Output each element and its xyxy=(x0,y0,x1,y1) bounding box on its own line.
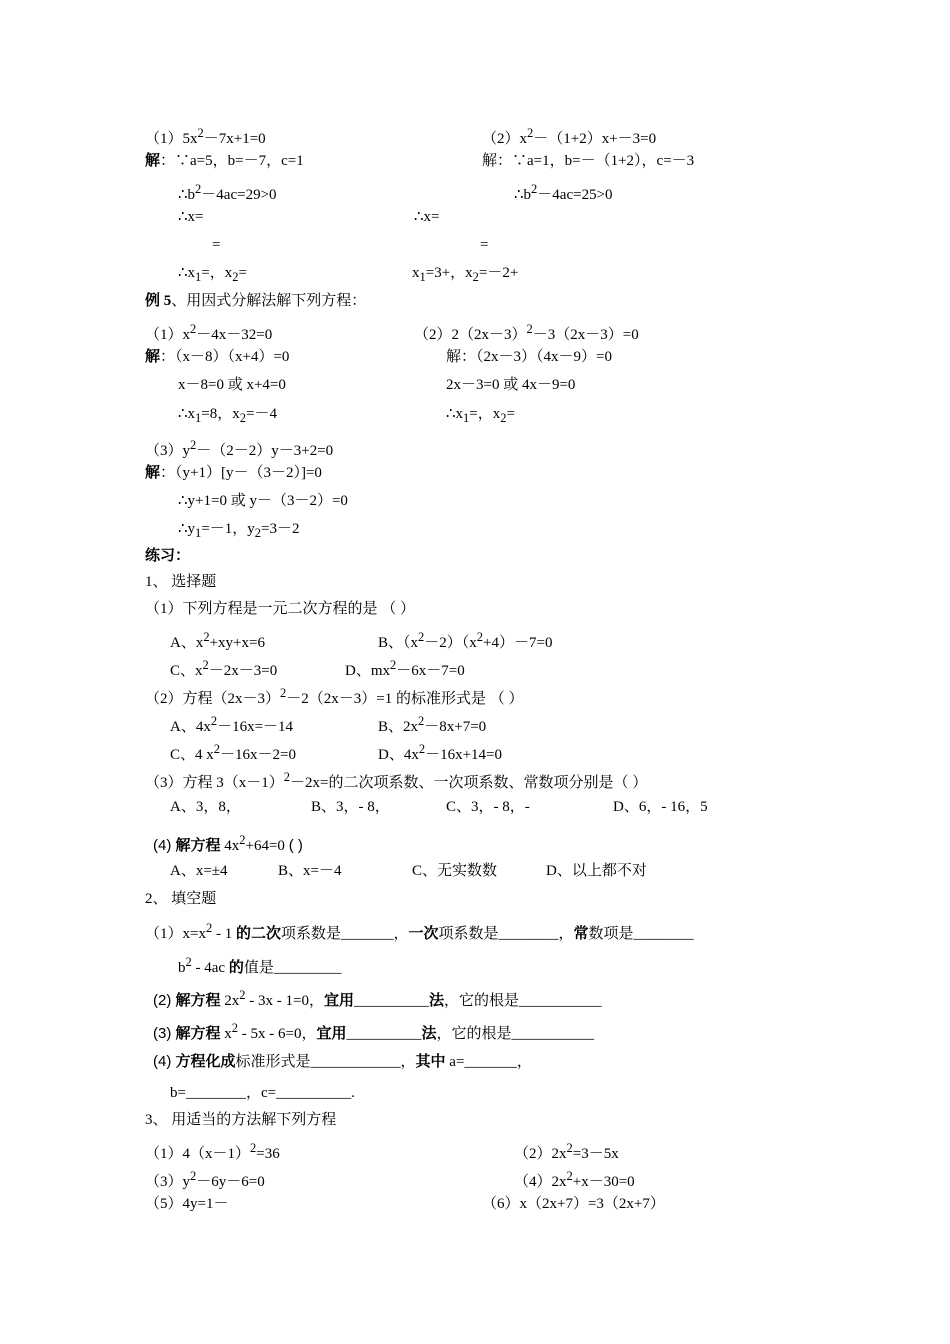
text-line: (4) 解方程 $4x^2+64=0$ ( ) xyxy=(153,833,303,854)
text-line: ∴x= xyxy=(414,209,440,225)
text-line: A、$4x^2-16x=-14$ xyxy=(170,714,294,735)
text-line: B、3，- 8， xyxy=(311,799,390,815)
text-line: $(1)5x^2-7x+1=0$ xyxy=(145,126,266,147)
text-line: $(3)y^2-(2-2)y-3+2=0$ xyxy=(145,438,334,459)
text-line: b=________，c=__________. xyxy=(170,1085,355,1101)
text-line: D、6，- 16，5 xyxy=(613,799,708,815)
text-line: B、$2x^2-8x+7=0$ xyxy=(378,714,487,735)
text-line: （3）方程 $3(x-1)^2-2x=$的二次项系数、一次项系数、常数项分别是（ ） xyxy=(145,770,648,791)
text-line: $\therefore b^2-4ac=25>0$ xyxy=(514,182,613,203)
text-line: 3、 用适当的方法解下列方程 xyxy=(145,1112,337,1128)
text-line: D、$4x^2-16x+14=0$ xyxy=(378,742,503,763)
text-line: C、3，- 8，- xyxy=(446,799,530,815)
text-line: $(1)x=x^2 - 1$ 的二次项系数是_______，一次项系数是________，常数项是________ xyxy=(145,921,694,942)
text-line: 练习： xyxy=(145,548,191,564)
text-line: $x_1=3+$，$x_2=-2+$ xyxy=(412,265,519,284)
text-line: A、3，8， xyxy=(170,799,241,815)
text-line: 2、 填空题 xyxy=(145,891,217,907)
text-line: ∴y+1=0 或 y－（3－2）=0 xyxy=(178,493,348,509)
text-line: $(2)2x^2=3-5x$ xyxy=(514,1141,619,1162)
text-line: $(2)2(2x-3)^2-3(2x-3)=0$ xyxy=(414,322,639,343)
text-line: 解：（2x－3）（4x－9）=0 xyxy=(446,349,612,365)
text-line: A、$x^2+xy+x=6$ xyxy=(170,630,265,651)
text-line: B、x=－4 xyxy=(278,863,342,879)
text-line: D、以上都不对 xyxy=(546,863,647,879)
text-line: 解：∵a=1，b=－（1+2），c=－3 xyxy=(482,153,695,169)
text-line: （1）下列方程是一元二次方程的是 （ ） xyxy=(145,601,416,617)
text-line: C、4 $x^2-16x-2=0$ xyxy=(170,742,296,763)
text-line: （2）方程$(2x-3)^2-2(2x-3)=1$ 的标准形式是 （ ） xyxy=(145,686,524,707)
text-line: 解：（x－8）（x+4）=0 xyxy=(145,349,290,365)
text-line: = xyxy=(212,237,221,253)
text-line: $\therefore x_1=$，$x_2=$ xyxy=(446,406,515,425)
text-line: 解：（y+1）[y－（3－2）]=0 xyxy=(145,465,322,481)
text-line: $\therefore b^2-4ac=29>0$ xyxy=(178,182,277,203)
text-line: $(1)x^2-4x-32=0$ xyxy=(145,322,273,343)
text-line: $(2)x^2-(1+2)x+-3=0$ xyxy=(482,126,657,147)
text-line: $(4)2x^2+x-30=0$ xyxy=(514,1169,635,1190)
text-line: = xyxy=(480,237,489,253)
text-line: 例 5、用因式分解法解下列方程： xyxy=(145,293,367,309)
text-line: $\therefore x_1=$，$x_2=$ xyxy=(178,265,247,284)
text-line: $\therefore x_1=8$，$x_2=-4$ xyxy=(178,406,277,425)
text-line: B、$(x^2-2)(x^2+4)-7=0$ xyxy=(378,630,553,651)
text-line: (2) 解方程 $2x^2 - 3x - 1=0$，宜用__________法，它的根是___________ xyxy=(153,988,602,1009)
text-line: D、$mx^2-6x-7=0$ xyxy=(345,658,465,679)
text-line: $(1)4(x-1)^2=36$ xyxy=(145,1141,280,1162)
text-line: $\therefore y_1=-1$，$y_2=3-2$ xyxy=(178,521,300,540)
text-line: ∴x= xyxy=(178,209,204,225)
text-line: C、无实数数 xyxy=(412,863,498,879)
text-line: （5）4y=1－ xyxy=(145,1196,229,1212)
text-line: $b^2 - 4ac$ 的值是_________ xyxy=(178,955,342,976)
text-line: x－8=0 或 x+4=0 xyxy=(178,377,286,393)
text-line: (3) 解方程 $x^2 - 5x - 6=0$，宜用__________法，它的根是___________ xyxy=(153,1021,595,1042)
text-line: $(3)y^2-6y-6=0$ xyxy=(145,1169,265,1190)
text-line: (4) 方程化成标准形式是____________，其中 a=_______， xyxy=(153,1053,532,1070)
text-line: 解：∵a=5，b=－7，c=1 xyxy=(145,153,304,169)
text-line: A、x=±4 xyxy=(170,863,228,879)
text-line: C、$x^2-2x-3=0$ xyxy=(170,658,278,679)
text-line: （6）x（2x+7）=3（2x+7） xyxy=(482,1196,665,1212)
text-line: 2x－3=0 或 4x－9=0 xyxy=(446,377,576,393)
text-line: 1、 选择题 xyxy=(145,574,217,590)
